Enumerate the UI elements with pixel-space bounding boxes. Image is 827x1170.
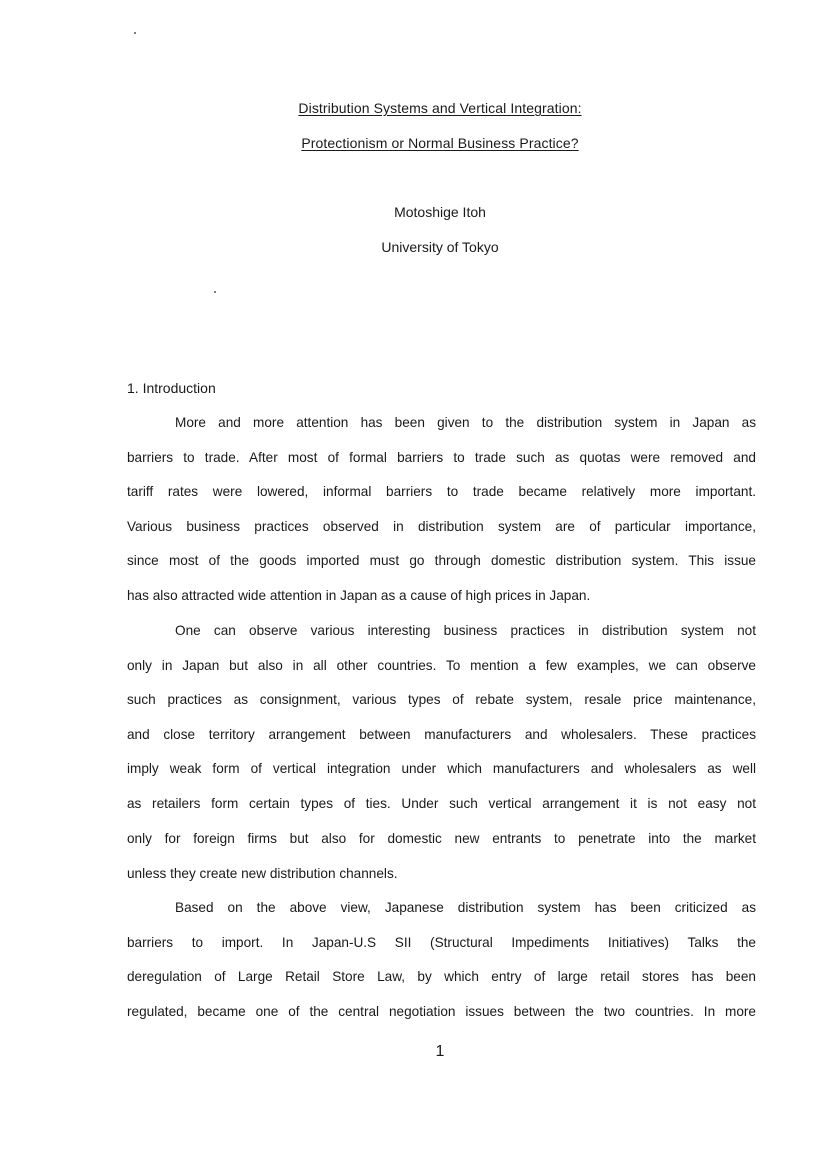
paragraph-1-line: tariff rates were lowered, informal barriers to trade became relatively more important. — [127, 484, 756, 499]
paragraph-2-line: as retailers form certain types of ties. Under such vertical arrangement it is not easy not — [127, 796, 756, 811]
scan-speck — [214, 291, 216, 293]
paragraph-3-line: barriers to import. In Japan-U.S SII (Structural Impediments Initiatives) Talks the — [127, 935, 756, 950]
paragraph-1-line: has also attracted wide attention in Japan as a cause of high prices in Japan. — [127, 588, 591, 603]
scan-speck — [134, 32, 136, 34]
paragraph-2-line: such practices as consignment, various types of rebate system, resale price maintenance, — [127, 692, 756, 707]
paragraph-1-line: Various business practices observed in distribution system are of particular importance, — [127, 519, 756, 534]
paragraph-2-line: only for foreign firms but also for domestic new entrants to penetrate into the market — [127, 831, 756, 846]
paragraph-2-line: imply weak form of vertical integration under which manufacturers and wholesalers as well — [127, 761, 756, 776]
paragraph-3-line: deregulation of Large Retail Store Law, by which entry of large retail stores has been — [127, 969, 756, 984]
paragraph-3-line: Based on the above view, Japanese distribution system has been criticized as — [175, 900, 756, 915]
section-heading: 1. Introduction — [127, 380, 216, 396]
paragraph-1-line: barriers to trade. After most of formal barriers to trade such as quotas were removed and — [127, 450, 756, 465]
paragraph-3-line: regulated, became one of the central negotiation issues between the two countries. In more — [127, 1004, 756, 1019]
paragraph-2-line: only in Japan but also in all other countries. To mention a few examples, we can observe — [127, 658, 756, 673]
page-number: 1 — [435, 1043, 445, 1060]
paragraph-2-line: unless they create new distribution channels. — [127, 866, 398, 881]
paragraph-1-line: More and more attention has been given to the distribution system in Japan as — [175, 415, 756, 430]
author-name: Motoshige Itoh — [394, 204, 486, 220]
author-affiliation: University of Tokyo — [381, 239, 499, 255]
title-line-1: Distribution Systems and Vertical Integration: — [298, 100, 582, 116]
paragraph-2-line: and close territory arrangement between manufacturers and wholesalers. These practices — [127, 727, 756, 742]
title-line-2: Protectionism or Normal Business Practice? — [301, 135, 579, 151]
paragraph-1-line: since most of the goods imported must go through domestic distribution system. This issue — [127, 553, 756, 568]
paragraph-2-line: One can observe various interesting business practices in distribution system not — [175, 623, 756, 638]
